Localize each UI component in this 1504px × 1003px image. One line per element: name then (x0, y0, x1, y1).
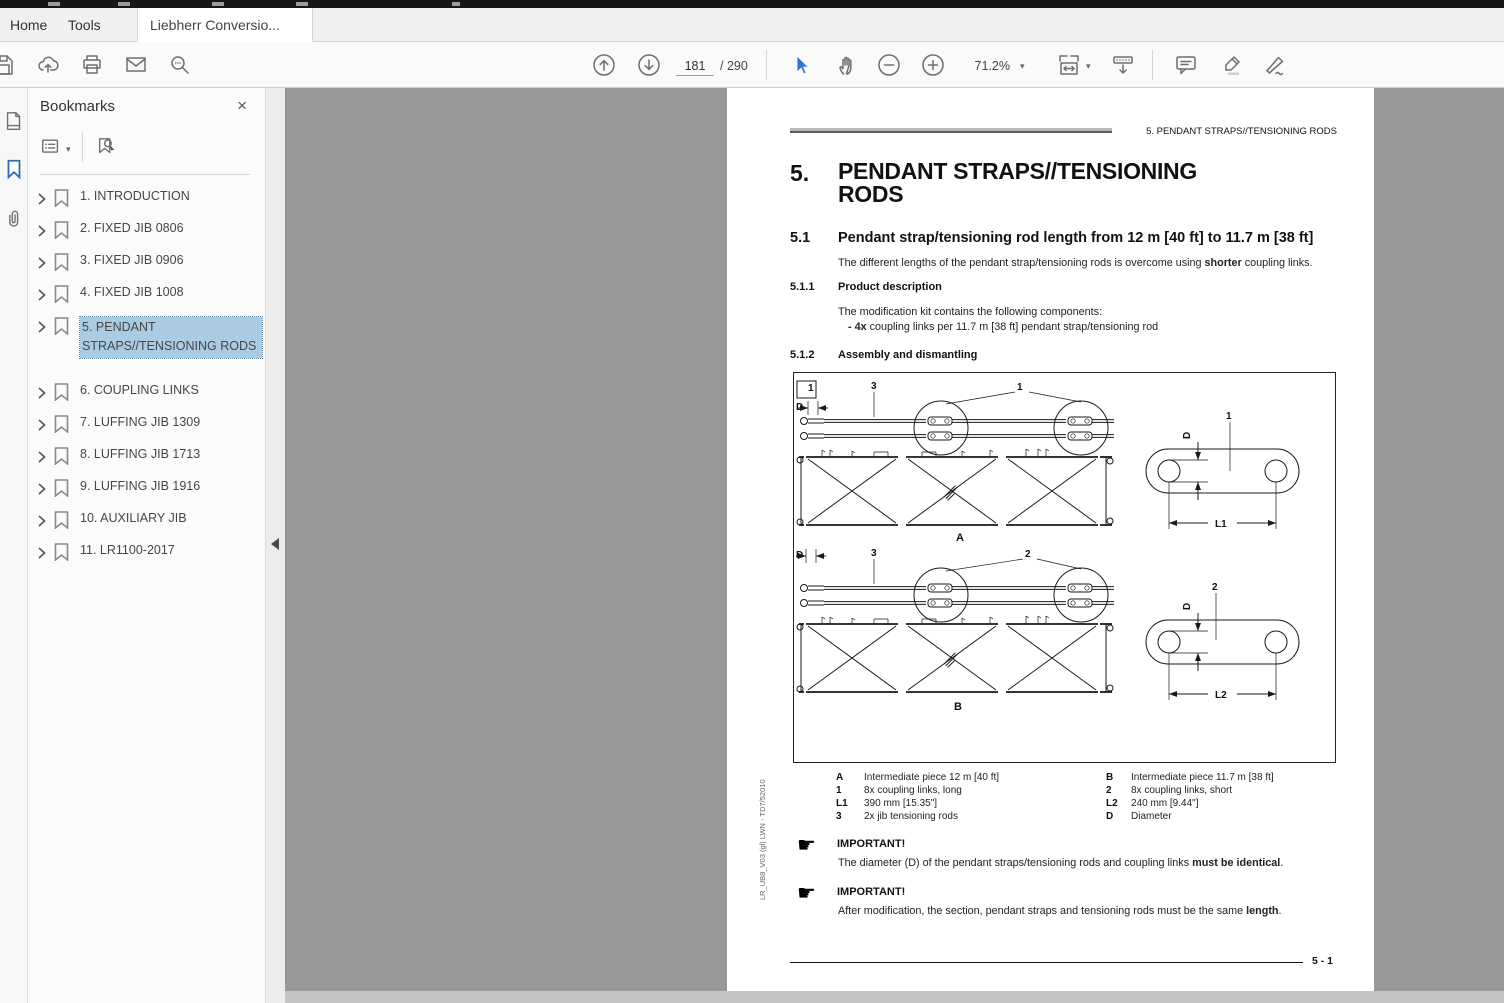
zoom-level-dropdown[interactable]: 71.2% (974, 59, 1010, 73)
bookmark-item[interactable] (28, 444, 265, 468)
section-title: Product description (838, 281, 942, 293)
tab-tools-label: Tools (68, 17, 101, 33)
tab-document[interactable] (137, 8, 313, 42)
bookmarks-panel (28, 88, 265, 1003)
bookmark-icon (54, 447, 69, 465)
bookmark-label: 6. COUPLING LINKS (80, 383, 199, 397)
svg-text:D: D (796, 550, 804, 561)
running-header-text: 5. PENDANT STRAPS//TENSIONING RODS (1146, 126, 1337, 137)
section-title: Assembly and dismantling (838, 349, 978, 361)
titlebar-glyph (48, 2, 60, 6)
bookmark-item[interactable] (28, 540, 265, 564)
page-title: PENDANT STRAPS//TENSIONING RODS (838, 158, 1197, 207)
svg-text:2: 2 (1025, 549, 1031, 560)
pointing-hand-icon: ☛ (797, 882, 816, 905)
chevron-right-icon[interactable] (38, 450, 46, 462)
chevron-right-icon[interactable] (38, 482, 46, 494)
document-view-area (285, 88, 1504, 1003)
bookmark-icon (54, 285, 69, 303)
zoom-in-button[interactable] (921, 53, 945, 77)
legend-text: 8x coupling links, short (1131, 785, 1233, 796)
svg-text:B: B (954, 701, 962, 713)
print-button[interactable] (80, 53, 104, 77)
important-title: IMPORTANT! (837, 886, 906, 898)
comment-tool-button[interactable] (1174, 53, 1198, 77)
bookmark-icon (54, 479, 69, 497)
bookmark-item[interactable] (28, 282, 265, 306)
bookmark-label: 5. PENDANT STRAPS//TENSIONING RODS (80, 317, 262, 358)
bookmark-item[interactable] (28, 380, 265, 404)
fill-sign-tool-button[interactable] (1263, 53, 1287, 77)
assembly-diagram-svg (794, 373, 1335, 762)
legend-key: A (836, 772, 844, 783)
bookmark-item[interactable] (28, 250, 265, 274)
titlebar-glyph (296, 2, 308, 6)
section-title: Pendant strap/tensioning rod length from 12 m [40 ft] to 11.7 m [38 ft] (838, 230, 1314, 246)
titlebar-glyph (118, 2, 130, 6)
svg-text:1: 1 (1017, 382, 1023, 393)
legend-key: B (1106, 772, 1114, 783)
tab-home-label: Home (10, 17, 48, 33)
chevron-right-icon[interactable] (38, 288, 46, 300)
bookmark-icon (54, 383, 69, 401)
legend-text: Intermediate piece 12 m [40 ft] (864, 772, 1000, 783)
next-page-button[interactable] (637, 53, 661, 77)
svg-text:L1: L1 (1215, 519, 1227, 530)
section-number: 5.1.2 (790, 349, 815, 361)
legend-key: L1 (836, 798, 848, 809)
legend-text: 2x jib tensioning rods (864, 811, 958, 822)
pdf-page (727, 88, 1374, 1003)
bookmark-item[interactable] (28, 186, 265, 210)
chevron-right-icon[interactable] (38, 224, 46, 236)
legend-text: Diameter (1131, 811, 1172, 822)
navigation-pane-strip (0, 88, 28, 1003)
section-number: 5.1.1 (790, 281, 815, 293)
tab-document-label: Liebherr Conversio... (150, 17, 280, 33)
toolbar-divider (766, 50, 767, 80)
footer-rule (790, 962, 1303, 963)
legend-key: 1 (836, 785, 842, 796)
bookmarks-panel-icon[interactable] (3, 158, 25, 180)
chevron-down-icon[interactable]: ▾ (1020, 61, 1025, 71)
section-number: 5.1 (790, 230, 811, 246)
important-body: After modification, the section, pendant straps and tensioning rods must be the same length. (838, 905, 1282, 917)
svg-text:3: 3 (871, 381, 877, 392)
svg-text:1: 1 (808, 383, 814, 394)
important-body: The diameter (D) of the pendant straps/tensioning rods and coupling links must be identical. (838, 857, 1284, 869)
bookmark-item[interactable] (28, 508, 265, 532)
bookmarks-panel-title: Bookmarks (40, 98, 116, 115)
titlebar-glyph (452, 2, 460, 6)
pointing-hand-icon: ☛ (797, 834, 816, 857)
legend-text: 240 mm [9.44"] (1131, 798, 1199, 809)
email-button[interactable] (124, 53, 148, 77)
highlighter-tool-button[interactable] (1219, 53, 1243, 77)
legend-key: 3 (836, 811, 842, 822)
svg-text:D: D (1182, 431, 1193, 439)
page-number-label: 5 - 1 (1312, 955, 1334, 967)
bookmark-icon (54, 189, 69, 207)
close-icon[interactable]: × (237, 96, 247, 115)
attachments-paperclip-icon[interactable] (3, 208, 25, 230)
page-scrolling-button[interactable] (1111, 53, 1135, 77)
main-toolbar (0, 42, 1504, 88)
bookmark-item[interactable] (28, 476, 265, 500)
svg-text:D: D (796, 402, 804, 413)
bookmark-label: 9. LUFFING JIB 1916 (80, 479, 201, 493)
legend-text: 390 mm [15.35"] (864, 798, 938, 809)
legend-key: 2 (1106, 785, 1112, 796)
collapse-panel-icon[interactable] (271, 538, 279, 550)
svg-text:3: 3 (871, 548, 877, 559)
bookmark-label: 1. INTRODUCTION (80, 189, 190, 203)
fit-width-button[interactable] (1057, 53, 1081, 77)
bookmark-icon (54, 317, 69, 335)
page-number-input[interactable] (676, 56, 714, 76)
toolbar-divider (82, 132, 83, 162)
tab-tools[interactable] (52, 8, 117, 42)
page-total-label: / 290 (720, 59, 748, 73)
svg-text:D: D (1182, 602, 1193, 610)
chevron-right-icon[interactable] (38, 418, 46, 430)
select-tool-cursor-icon[interactable] (790, 53, 814, 77)
divider (40, 174, 250, 175)
bookmark-item-selected[interactable] (28, 314, 265, 380)
bookmark-label: 10. AUXILIARY JIB (80, 511, 187, 525)
chevron-down-icon[interactable]: ▾ (1086, 61, 1091, 71)
cloud-upload-icon[interactable] (36, 53, 60, 77)
paragraph: The modification kit contains the following components: - 4x coupling links per 11.7 m [38 ft] pendant strap/tensioning rod (838, 306, 1159, 333)
bookmark-icon (54, 415, 69, 433)
important-title: IMPORTANT! (837, 838, 906, 850)
previous-page-button[interactable] (592, 53, 616, 77)
svg-text:2: 2 (1212, 582, 1218, 593)
svg-text:A: A (956, 532, 964, 544)
search-icon[interactable] (168, 53, 192, 77)
bookmark-label: 2. FIXED JIB 0806 (80, 221, 184, 235)
bookmark-label: 4. FIXED JIB 1008 (80, 285, 184, 299)
legend-key: L2 (1106, 798, 1118, 809)
chevron-right-icon[interactable] (38, 386, 46, 398)
chevron-right-icon[interactable] (38, 514, 46, 526)
bookmark-options-icon[interactable] (40, 136, 62, 163)
bookmark-icon (54, 511, 69, 529)
zoom-out-button[interactable] (877, 53, 901, 77)
window-titlebar (0, 0, 1504, 8)
svg-text:1: 1 (1226, 411, 1232, 422)
bookmark-label: 7. LUFFING JIB 1309 (80, 415, 201, 429)
bookmark-icon (54, 253, 69, 271)
chevron-right-icon[interactable] (38, 256, 46, 268)
legend-text: Intermediate piece 11.7 m [38 ft] (1131, 772, 1274, 783)
bookmark-label: 3. FIXED JIB 0906 (80, 253, 184, 267)
horizontal-scrollbar[interactable] (285, 991, 1504, 1003)
chevron-down-icon[interactable]: ▾ (66, 144, 71, 154)
chevron-right-icon[interactable] (38, 546, 46, 558)
page-thumbnails-icon[interactable] (3, 110, 25, 132)
bookmark-label: 11. LR1100-2017 (80, 543, 175, 557)
hand-tool-icon[interactable] (834, 53, 858, 77)
bookmark-label: 8. LUFFING JIB 1713 (80, 447, 201, 461)
panel-collapse-divider[interactable] (265, 88, 285, 1003)
save-button[interactable] (0, 53, 16, 77)
bookmark-item[interactable] (28, 218, 265, 242)
assembly-diagram-figure (793, 372, 1336, 763)
expand-current-bookmark-icon[interactable] (96, 136, 118, 163)
paragraph: The different lengths of the pendant strap/tensioning rods is overcome using shorter coupling links. (838, 257, 1313, 269)
legend-key: D (1106, 811, 1114, 822)
toolbar-divider (1152, 50, 1153, 80)
svg-text:L2: L2 (1215, 690, 1227, 701)
bookmark-icon (54, 221, 69, 239)
bookmark-item[interactable] (28, 412, 265, 436)
heading-number: 5. (790, 160, 810, 186)
chevron-right-icon[interactable] (38, 320, 46, 332)
titlebar-glyph (212, 2, 224, 6)
bookmark-icon (54, 543, 69, 561)
tab-bar (0, 8, 1504, 42)
document-reference-vertical-text: LR_UB8_V03 (gl) LWN - TD7/52010 (758, 779, 767, 900)
chevron-right-icon[interactable] (38, 192, 46, 204)
legend-text: 8x coupling links, long (864, 785, 962, 796)
